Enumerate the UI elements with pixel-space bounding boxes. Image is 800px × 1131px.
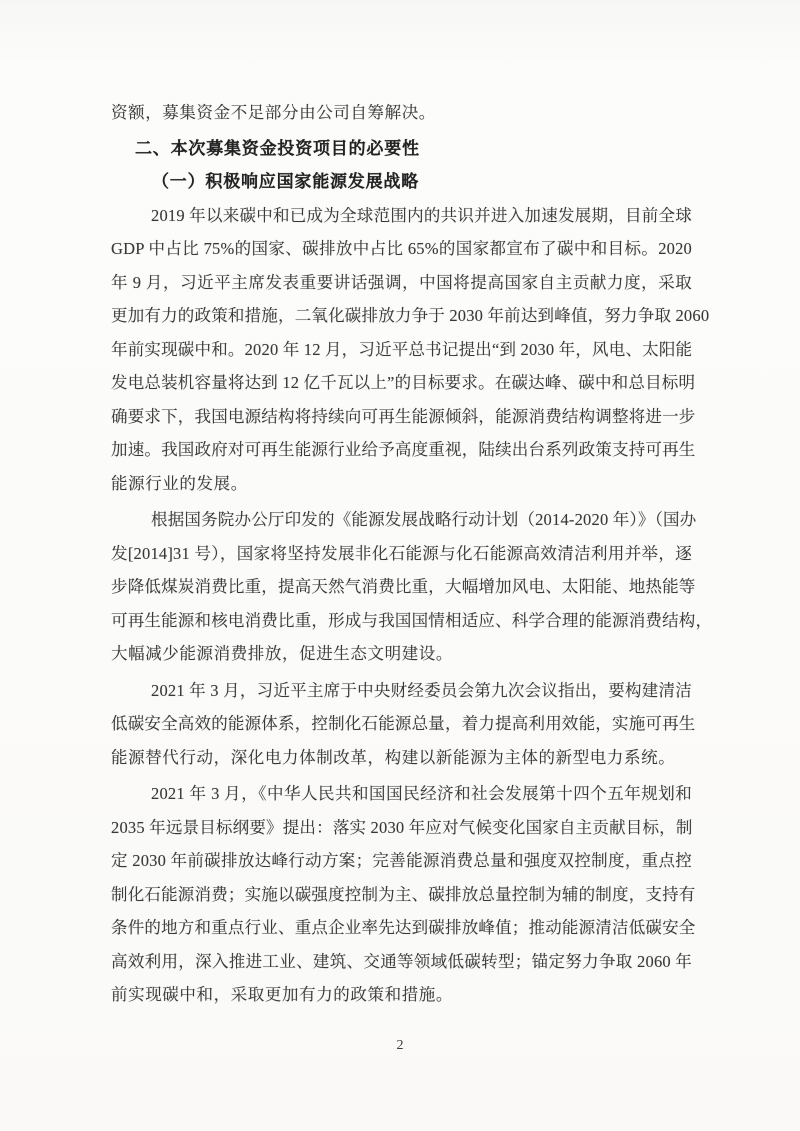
text-line: 步降低煤炭消费比重，提高天然气消费比重，大幅增加风电、太阳能、地热能等	[111, 577, 696, 596]
text-line: 前实现碳中和，采取更加有力的政策和措施。	[111, 985, 453, 1004]
text-line: 低碳安全高效的能源体系，控制化石能源总量，着力提高利用效能，实施可再生	[111, 714, 696, 733]
paragraph	[111, 503, 713, 671]
text-line: 制化石能源消费；实施以碳强度控制为主、碳排放总量控制为辅的制度，支持有	[111, 884, 696, 904]
text-line: 高效利用，深入推进工业、建筑、交通等领域低碳转型；锚定努力争取 2060 年	[111, 951, 692, 971]
subsection-heading: （一）积极响应国家能源发展战略	[152, 172, 419, 191]
text-block	[111, 96, 713, 1015]
text-line: 加速。我国政府对可再生能源行业给予高度重视，陆续出台系列政策支持可再生	[111, 440, 696, 459]
page-number: 2	[396, 1038, 404, 1053]
text-line: 发电总装机容量将达到 12 亿千瓦以上”的目标要求。在碳达峰、碳中和总目标明	[111, 373, 696, 392]
text-line: 2035 年远景目标纲要》提出：落实 2030 年应对气候变化国家自主贡献目标，制	[111, 817, 693, 837]
text-line: 条件的地方和重点行业、重点企业率先达到碳排放峰值；推动能源清洁低碳安全	[111, 918, 696, 937]
text-line: 2021 年 3 月，《中华人民共和国国民经济和社会发展第十四个五年规划和	[151, 784, 692, 803]
text-line: 能源替代行动，深化电力体制改革，构建以新能源为主体的新型电力系统。	[111, 747, 676, 767]
text-line: 大幅减少能源消费排放，促进生态文明建设。	[111, 644, 453, 663]
text-line: 更加有力的政策和措施，二氧化碳排放力争于 2030 年前达到峰值，努力争取 2060	[111, 306, 710, 325]
text-line: 2019 年以来碳中和已成为全球范围内的共识并进入加速发展期，目前全球	[151, 205, 692, 225]
text-line: 年 9 月，习近平主席发表重要讲话强调，中国将提高国家自主贡献力度，采取	[111, 272, 692, 292]
text-line: 2021 年 3 月，习近平主席于中央财经委员会第九次会议指出，要构建清洁	[151, 680, 692, 700]
text-line: 资额，募集资金不足部分由公司自筹解决。	[111, 103, 436, 122]
paragraph	[111, 674, 696, 775]
text-line: 发[2014]31 号），国家将坚持发展非化石能源与化石能源高效清洁利用并举，逐	[111, 543, 692, 563]
section-heading: 二、本次募集资金投资项目的必要性	[135, 138, 420, 158]
paragraph	[111, 777, 696, 1012]
text-line: 年前实现碳中和。2020 年 12 月，习近平总书记提出“到 2030 年，风电、太阳能	[111, 339, 693, 359]
text-line: 根据国务院办公厅印发的《能源发展战略行动计划（2014-2020 年）》（国办	[151, 510, 697, 529]
text-line: 定 2030 年前碳排放达峰行动方案；完善能源消费总量和强度双控制度，重点控	[111, 851, 692, 870]
paragraph	[111, 199, 710, 501]
text-line: 确要求下，我国电源结构将持续向可再生能源倾斜，能源消费结构调整将进一步	[111, 406, 696, 426]
text-line: GDP 中占比 75%的国家、碳排放中占比 65%的国家都宣布了碳中和目标。2020	[111, 239, 692, 258]
text-line: 能源行业的发展。	[111, 473, 248, 493]
text-line: 可再生能源和核电消费比重，形成与我国国情相适应、科学合理的能源消费结构，	[111, 610, 713, 630]
